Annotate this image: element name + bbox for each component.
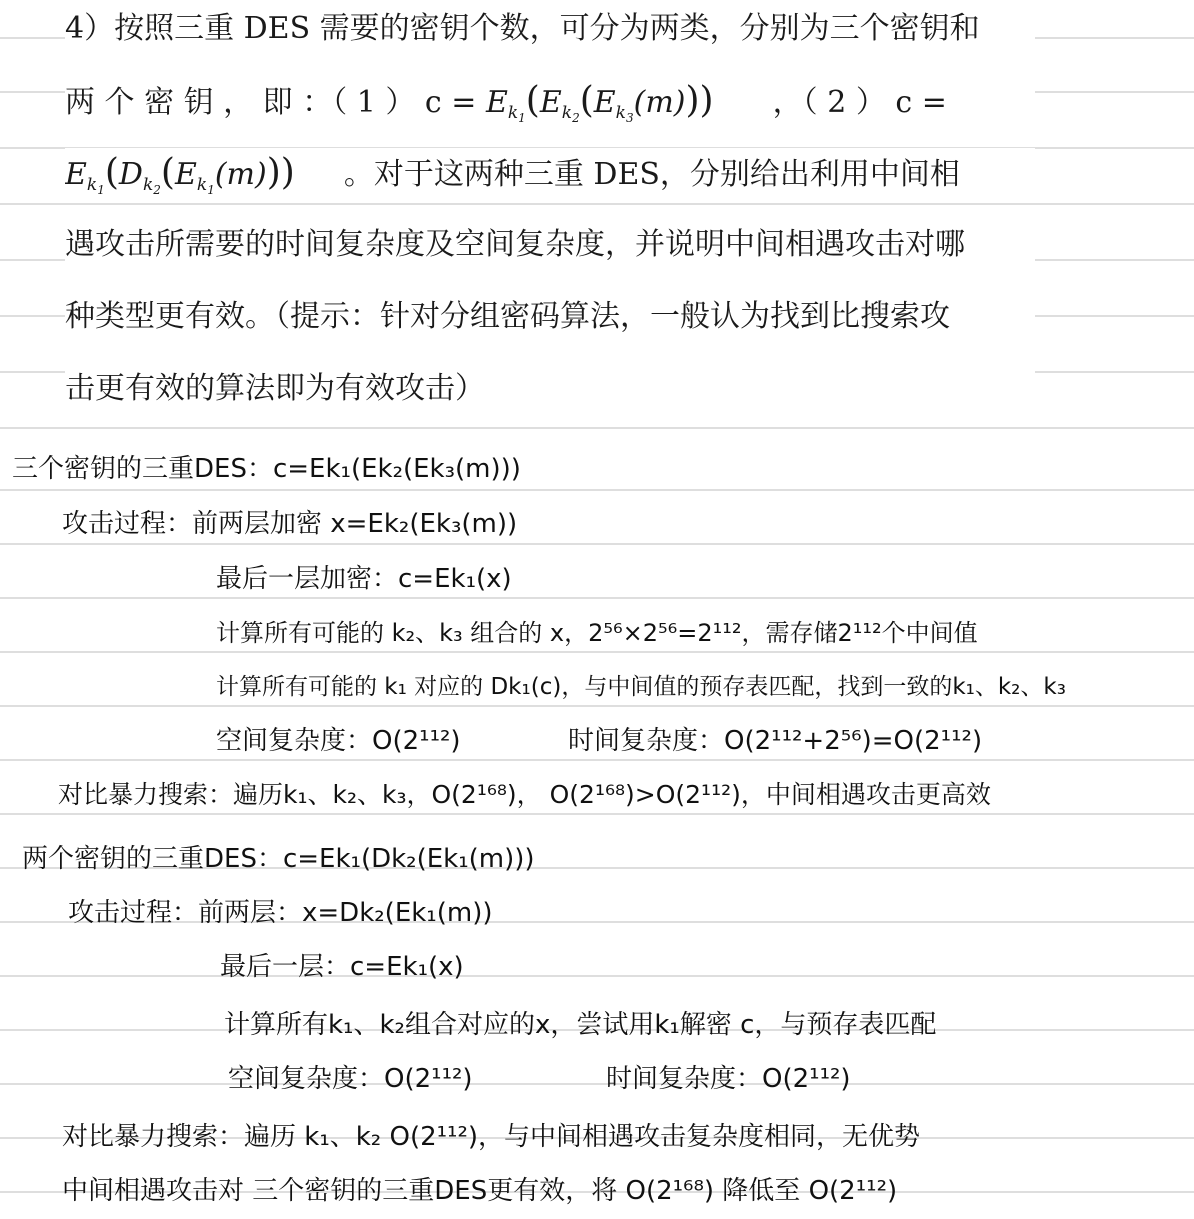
answer-last-layer-1: 最后一层加密：c=Ek₁(x) (216, 564, 512, 594)
question-line-2-text-b: ，（ 2 ） c = (772, 85, 947, 120)
question-line-1: 4）按照三重 DES 需要的密钥个数，可分为两类，分别为三个密钥和 (65, 4, 1035, 54)
answer-attack-process-1: 攻击过程：前两层加密 x=Ek₂(Ek₃(m)) (62, 509, 518, 539)
question-line-2 (65, 76, 1035, 126)
question-line-3 (65, 148, 1035, 198)
answer-time-complexity-2: 时间复杂度：O(2¹¹²) (606, 1064, 851, 1094)
question-line-4: 遇攻击所需要的时间复杂度及空间复杂度，并说明中间相遇攻击对哪 (65, 220, 1035, 270)
question-line-3-text: 。对于这两种三重 DES，分别给出利用中间相 (343, 157, 960, 192)
question-line-6: 击更有效的算法即为有效攻击） (65, 364, 1035, 414)
answer-two-key-heading: 两个密钥的三重DES：c=Ek₁(Dk₂(Ek₁(m))) (22, 844, 535, 874)
answer-bruteforce-compare-1: 对比暴力搜索：遍历k₁、k₂、k₃，O(2¹⁶⁸)， O(2¹⁶⁸)>O(2¹¹²)，中间相遇攻击更高效 (58, 780, 991, 809)
answer-three-key-heading: 三个密钥的三重DES：c=Ek₁(Ek₂(Ek₃(m))) (12, 454, 521, 484)
answer-time-complexity-1: 时间复杂度：O(2¹¹²+2⁵⁶)=O(2¹¹²) (568, 726, 983, 756)
answer-last-layer-2: 最后一层：c=Ek₁(x) (220, 952, 464, 982)
formula-three-key: $E_{k_1}(E_{k_2}(E_{k_3}(m)))$ (485, 80, 714, 125)
answer-attack-process-2: 攻击过程：前两层：x=Dk₂(Ek₁(m)) (68, 898, 493, 928)
answer-bruteforce-compare-2: 对比暴力搜索：遍历 k₁、k₂ O(2¹¹²)，与中间相遇攻击复杂度相同，无优势 (62, 1122, 921, 1152)
answer-compute-x: 计算所有可能的 k₂、k₃ 组合的 x，2⁵⁶×2⁵⁶=2¹¹²，需存储2¹¹²个中间值 (216, 619, 978, 647)
question-line-2-text-a: 两 个 密 钥 ， 即 ：（ 1 ） c = (65, 85, 477, 120)
answer-space-complexity-1: 空间复杂度：O(2¹¹²) (216, 726, 461, 756)
answer-compute-k1k2: 计算所有k₁、k₂组合对应的x，尝试用k₁解密 c，与预存表匹配 (224, 1010, 937, 1040)
answer-conclusion: 中间相遇攻击对 三个密钥的三重DES更有效，将 O(2¹⁶⁸) 降低至 O(2¹¹²) (62, 1176, 898, 1206)
answer-space-complexity-2: 空间复杂度：O(2¹¹²) (228, 1064, 473, 1094)
formula-two-key: $E_{k_1}(D_{k_2}(E_{k_1}(m)))$ (65, 152, 295, 197)
answer-compute-k1: 计算所有可能的 k₁ 对应的 Dk₁(c)，与中间值的预存表匹配，找到一致的k₁、k₂、k₃ (216, 674, 1066, 700)
question-line-5: 种类型更有效。（提示：针对分组密码算法，一般认为找到比搜索攻 (65, 292, 1035, 342)
